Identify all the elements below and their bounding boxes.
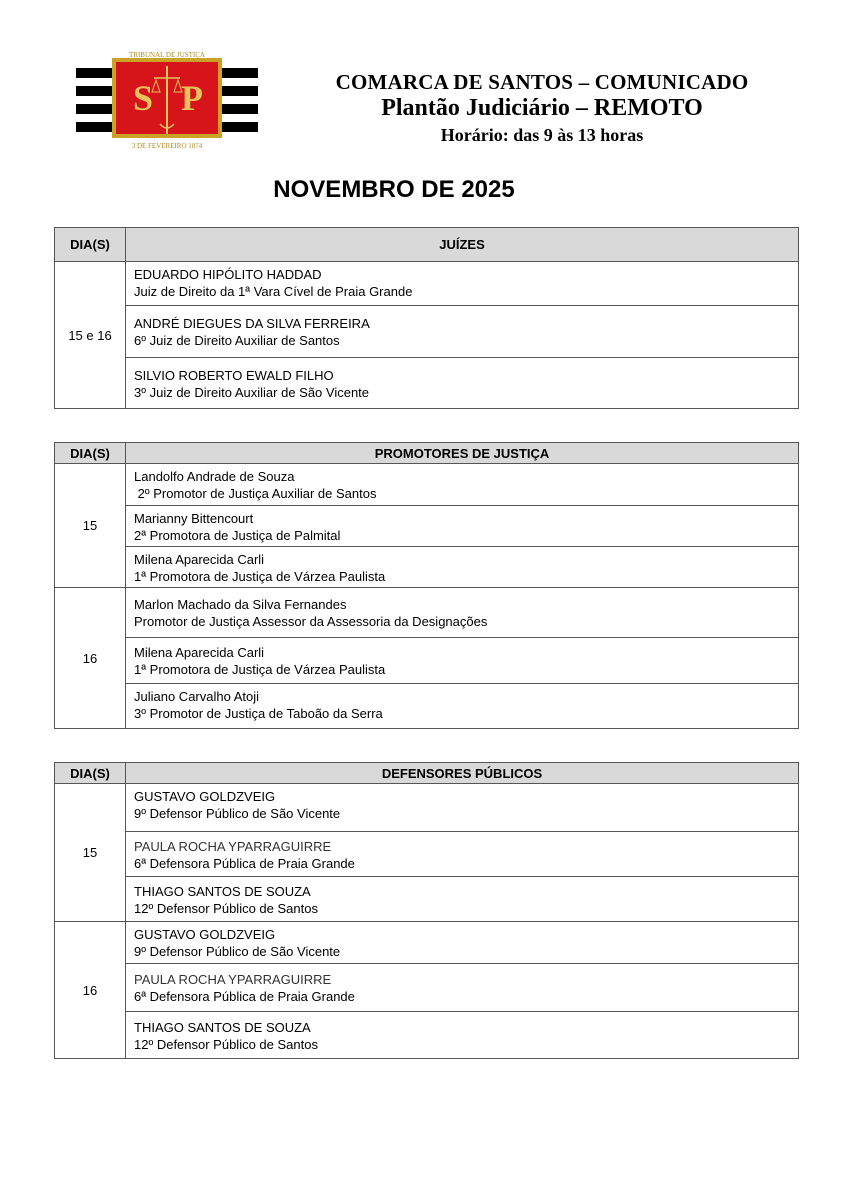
person-role: Promotor de Justiça Assessor da Assessoria da Designações [134, 614, 488, 629]
judges-col-day: DIA(S) [55, 228, 126, 262]
person-name: Marianny Bittencourt [134, 511, 254, 526]
prosecutors-day-15: 15 [55, 464, 126, 588]
table-row [55, 922, 799, 964]
person-role: 12º Defensor Público de Santos [134, 1037, 318, 1052]
person-name: ANDRÉ DIEGUES DA SILVA FERREIRA [134, 316, 370, 331]
defenders-day-16: 16 [55, 922, 126, 1059]
table-row [55, 506, 799, 547]
header-comarca: COMARCA DE SANTOS – COMUNICADO [335, 70, 749, 94]
person-name: SILVIO ROBERTO EWALD FILHO [134, 368, 334, 383]
table-row [55, 832, 799, 877]
judges-day: 15 e 16 [55, 262, 126, 409]
list-item [126, 262, 799, 306]
list-item [126, 964, 799, 1012]
person-name: Marlon Machado da Silva Fernandes [134, 597, 347, 612]
defenders-table [54, 762, 799, 1059]
list-item [126, 464, 799, 506]
prosecutors-col-people: PROMOTORES DE JUSTIÇA [126, 443, 799, 464]
person-role: 6ª Defensora Pública de Praia Grande [134, 989, 355, 1004]
table-row [55, 964, 799, 1012]
list-item [126, 1012, 799, 1059]
person-name: GUSTAVO GOLDZVEIG [134, 927, 276, 942]
prosecutors-table [54, 442, 799, 729]
header-horario: Horário: das 9 às 13 horas [440, 125, 644, 145]
logo-letter-s: S [132, 78, 154, 118]
table-row [55, 877, 799, 922]
list-item [126, 638, 799, 684]
table-row [55, 262, 799, 306]
person-name: PAULA ROCHA YPARRAGUIRRE [134, 839, 332, 854]
list-item [126, 684, 799, 729]
judges-col-people: JUÍZES [126, 228, 799, 262]
prosecutors-col-day: DIA(S) [55, 443, 126, 464]
person-role: 1ª Promotora de Justiça de Várzea Paulista [134, 569, 386, 584]
list-item [126, 306, 799, 358]
prosecutors-day-16: 16 [55, 588, 126, 729]
person-role: 1ª Promotora de Justiça de Várzea Paulista [134, 662, 386, 677]
table-row [55, 1012, 799, 1059]
person-name: THIAGO SANTOS DE SOUZA [134, 1020, 311, 1035]
list-item [126, 922, 799, 964]
table-row [55, 464, 799, 506]
logo-letter-p: P [181, 78, 203, 118]
table-row [55, 588, 799, 638]
list-item [126, 588, 799, 638]
list-item [126, 547, 799, 588]
person-name: EDUARDO HIPÓLITO HADDAD [134, 267, 322, 282]
person-role: 3º Juiz de Direito Auxiliar de São Vicente [134, 385, 370, 400]
person-role: 9º Defensor Público de São Vicente [134, 944, 341, 959]
person-role: 6ª Defensora Pública de Praia Grande [134, 856, 355, 871]
person-role: 6º Juiz de Direito Auxiliar de Santos [134, 333, 340, 348]
month-title: NOVEMBRO DE 2025 [273, 176, 515, 203]
list-item [126, 832, 799, 877]
person-name: PAULA ROCHA YPARRAGUIRRE [134, 972, 332, 987]
defenders-col-people: DEFENSORES PÚBLICOS [126, 763, 799, 784]
person-role: 2º Promotor de Justiça Auxiliar de Santos [134, 486, 377, 501]
person-role: 9º Defensor Público de São Vicente [134, 806, 341, 821]
person-role: 12º Defensor Público de Santos [134, 901, 318, 916]
person-name: Milena Aparecida Carli [134, 552, 265, 567]
list-item [126, 506, 799, 547]
judges-table [54, 227, 799, 409]
person-name: Landolfo Andrade de Souza [134, 469, 295, 484]
table-row [55, 358, 799, 409]
person-role: Juiz de Direito da 1ª Vara Cível de Praia Grande [134, 284, 413, 299]
header-plantao: Plantão Judiciário – REMOTO [381, 95, 703, 121]
defenders-col-day: DIA(S) [55, 763, 126, 784]
person-name: Milena Aparecida Carli [134, 645, 265, 660]
table-row [55, 547, 799, 588]
person-name: GUSTAVO GOLDZVEIG [134, 789, 276, 804]
person-name: Juliano Carvalho Atoji [134, 689, 260, 704]
logo-bottom-text: 3 DE FEVEREIRO 1874 [131, 142, 203, 150]
table-row [55, 306, 799, 358]
list-item [126, 358, 799, 409]
list-item [126, 877, 799, 922]
person-role: 2ª Promotora de Justiça de Palmital [134, 528, 341, 543]
table-row [55, 638, 799, 684]
logo-top-text: TRIBUNAL DE JUSTIÇA [129, 52, 205, 59]
list-item [126, 784, 799, 832]
tjsp-logo [76, 52, 258, 152]
table-row [55, 684, 799, 729]
person-role: 3º Promotor de Justiça de Taboão da Serra [134, 706, 383, 721]
defenders-day-15: 15 [55, 784, 126, 922]
person-name: THIAGO SANTOS DE SOUZA [134, 884, 311, 899]
table-row [55, 784, 799, 832]
